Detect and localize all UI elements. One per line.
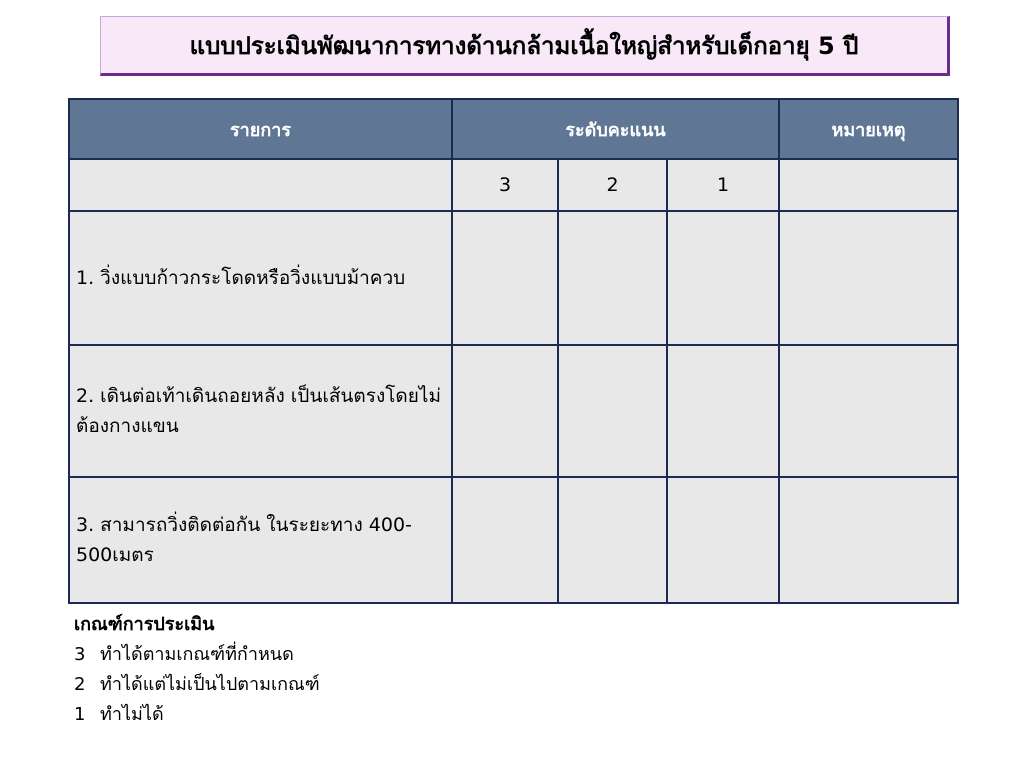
header-note: หมายเหตุ	[779, 99, 958, 159]
score-cell[interactable]	[667, 211, 779, 345]
assessment-table	[68, 98, 959, 604]
score-level-row	[69, 159, 958, 211]
score-level-1: 1	[667, 159, 779, 211]
note-cell[interactable]	[779, 211, 958, 345]
criteria-score: 1	[74, 704, 86, 725]
criteria-heading: เกณฑ์การประเมิน	[74, 614, 215, 635]
score-cell[interactable]	[667, 477, 779, 603]
score-cell[interactable]	[452, 345, 558, 477]
header-score: ระดับคะแนน	[452, 99, 779, 159]
criteria-item	[74, 700, 320, 730]
criteria-section	[74, 610, 320, 730]
score-cell[interactable]	[558, 477, 667, 603]
criteria-item	[74, 670, 320, 700]
criteria-score: 2	[74, 674, 86, 695]
table-row	[69, 477, 958, 603]
empty-cell	[779, 159, 958, 211]
item-label: 2. เดินต่อเท้าเดินถอยหลัง เป็นเส้นตรงโดยไม่ต้องกางแขน	[69, 345, 452, 477]
item-label: 1. วิ่งแบบก้าวกระโดดหรือวิ่งแบบม้าควบ	[69, 211, 452, 345]
score-level-2: 2	[558, 159, 667, 211]
header-item: รายการ	[69, 99, 452, 159]
title-banner	[100, 16, 950, 76]
criteria-text: ทำไม่ได้	[100, 704, 164, 725]
criteria-score: 3	[74, 644, 86, 665]
score-cell[interactable]	[667, 345, 779, 477]
score-cell[interactable]	[558, 345, 667, 477]
score-cell[interactable]	[452, 211, 558, 345]
note-cell[interactable]	[779, 345, 958, 477]
table-row	[69, 345, 958, 477]
criteria-item	[74, 640, 320, 670]
item-label: 3. สามารถวิ่งติดต่อกัน ในระยะทาง 400-500เมตร	[69, 477, 452, 603]
score-level-3: 3	[452, 159, 558, 211]
criteria-text: ทำได้แต่ไม่เป็นไปตามเกณฑ์	[100, 674, 320, 695]
criteria-text: ทำได้ตามเกณฑ์ที่กำหนด	[100, 644, 294, 665]
page-title: แบบประเมินพัฒนาการทางด้านกล้ามเนื้อใหญ่สำหรับเด็กอายุ 5 ปี	[189, 31, 859, 60]
score-cell[interactable]	[558, 211, 667, 345]
table-header-row	[69, 99, 958, 159]
score-cell[interactable]	[452, 477, 558, 603]
empty-cell	[69, 159, 452, 211]
note-cell[interactable]	[779, 477, 958, 603]
table-row	[69, 211, 958, 345]
